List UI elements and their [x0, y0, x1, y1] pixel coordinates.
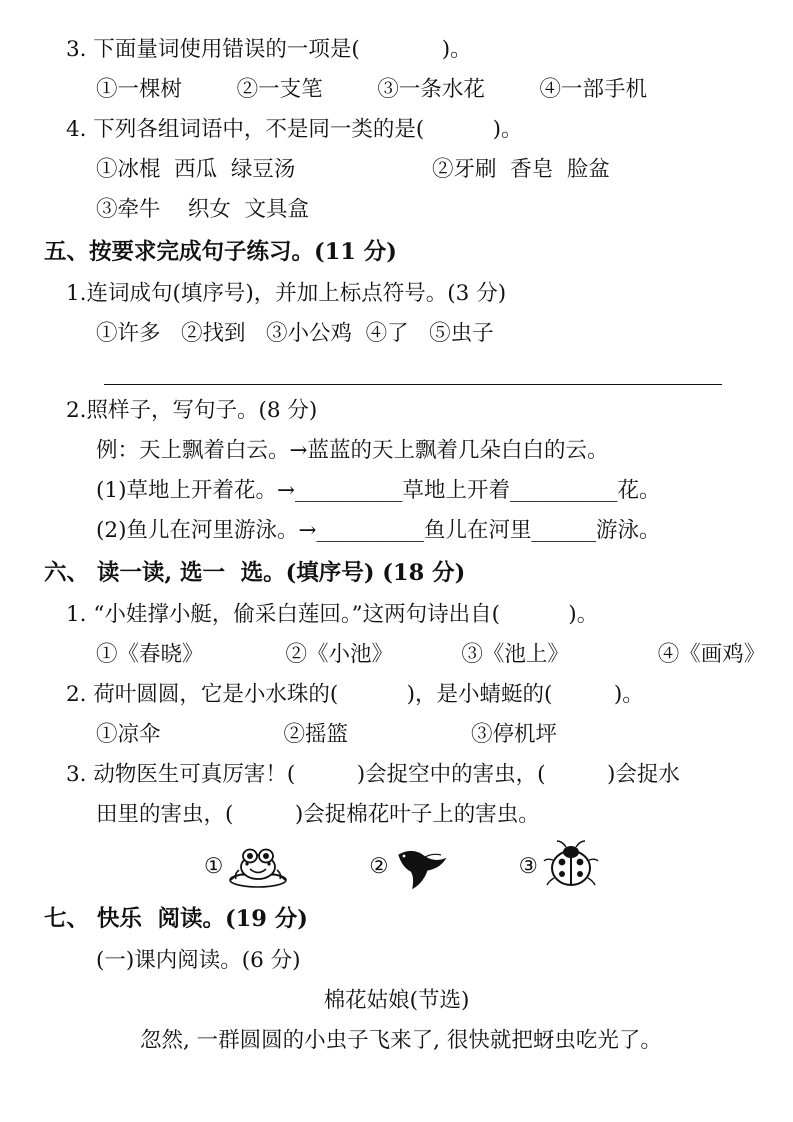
section-6-q3-stem-row1: 3. 动物医生可真厉害！( )会捉空中的害虫，( )会捉水 — [66, 762, 680, 787]
section-5-item-2-stem: 2.照样子，写句子。(8 分) — [66, 398, 318, 423]
section-6-q1-options: ①《春晓》 ②《小池》 ③《池上》 ④《画鸡》 — [96, 642, 766, 667]
section-6-q3-stem-row2: 田里的害虫，( )会捉棉花叶子上的害虫。 — [96, 802, 540, 827]
answer-blank-line[interactable] — [104, 362, 722, 385]
section-5-heading: 五、按要求完成句子练习。(11 分) — [44, 239, 397, 265]
section-6-q2-options: ①凉伞 ②摇篮 ③停机坪 — [96, 722, 558, 747]
article-text: 忽然, 一群圆圆的小虫子飞来了, 很快就把蚜虫吃光了。 — [140, 1028, 662, 1053]
section-7-subheading: (一)课内阅读。(6 分) — [96, 948, 301, 973]
section-6-q2-stem: 2. 荷叶圆圆，它是小水珠的( )，是小蜻蜓的( )。 — [66, 682, 644, 707]
question-3-options: ①一棵树 ②一支笔 ③一条水花 ④一部手机 — [96, 77, 648, 102]
section-7-heading: 七、 快乐 阅读。(19 分) — [44, 906, 308, 932]
section-5-item-2-sub-a: (1)草地上开着花。→__________草地上开着__________花。 — [96, 478, 661, 503]
swallow-icon — [391, 791, 453, 941]
picture-label-2: ② — [369, 853, 389, 879]
section-6-heading: 六、 读一读, 选一 选。(填序号) (18 分) — [44, 560, 466, 586]
section-5-item-1-stem: 1.连词成句(填序号)，并加上标点符号。(3 分) — [66, 281, 507, 306]
article-title: 棉花姑娘(节选) — [323, 988, 470, 1013]
picture-label-1: ① — [204, 853, 224, 879]
question-4-options-row1: ①冰棍 西瓜 绿豆汤 ②牙刷 香皂 脸盆 — [96, 157, 610, 182]
section-5-item-1-options: ①许多 ②找到 ③小公鸡 ④了 ⑤虫子 — [96, 321, 494, 346]
picture-label-3: ③ — [518, 853, 538, 879]
section-5-item-2-sub-b: (2)鱼儿在河里游泳。→__________鱼儿在河里______游泳。 — [96, 518, 661, 543]
question-4-options-row2: ③牵牛 织女 文具盒 — [96, 197, 310, 222]
section-5-item-2-example: 例：天上飘着白云。→蓝蓝的天上飘着几朵白白的云。 — [96, 438, 609, 463]
question-4-stem: 4. 下列各组词语中，不是同一类的是( )。 — [66, 117, 523, 142]
ladybug-icon — [540, 790, 602, 942]
section-6-q1-stem: 1. “小娃撑小艇，偷采白莲回。”这两句诗出自( )。 — [66, 602, 599, 627]
question-3-stem: 3. 下面量词使用错误的一项是( )。 — [66, 37, 472, 62]
section-6-q3-picture-row — [44, 835, 749, 897]
